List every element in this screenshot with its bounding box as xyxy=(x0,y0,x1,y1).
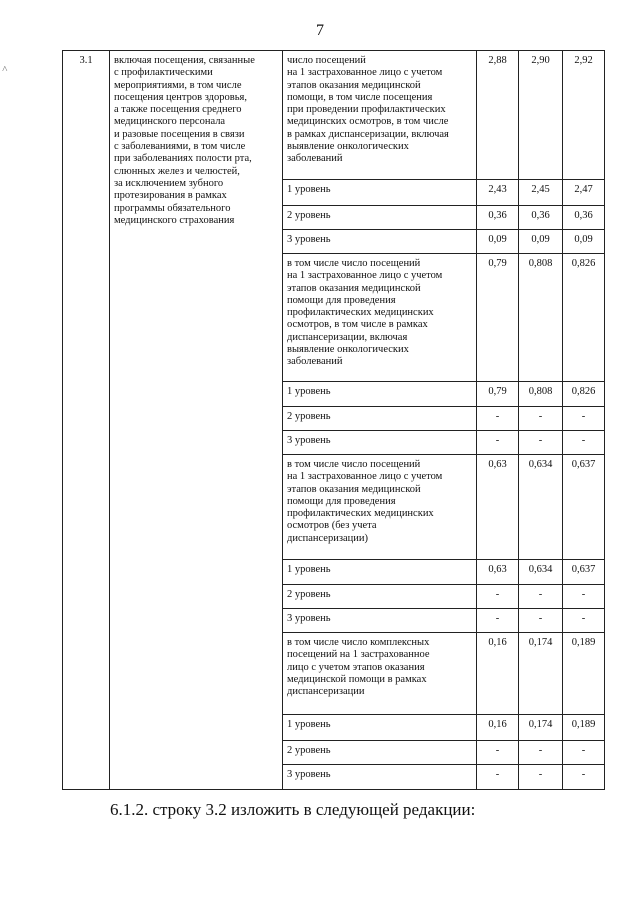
indicator-label: в том числе число посещений на 1 застрахованное лицо с учетом этапов оказания медицинской помощи для проведения профилактических медицинских осмотров, в том числе в рамках диспансеризации, включая выявление онкологических заболеваний xyxy=(283,254,477,382)
value-year-3: 0,09 xyxy=(563,230,605,254)
value-year-1: 2,88 xyxy=(477,51,519,180)
value-year-3: - xyxy=(563,741,605,765)
value-year-3: 0,637 xyxy=(563,560,605,585)
value-year-2: - xyxy=(519,609,563,633)
value-year-2: 0,808 xyxy=(519,254,563,382)
indicator-label: 2 уровень xyxy=(283,741,477,765)
table-row xyxy=(63,51,605,180)
row-description: включая посещения, связанные с профилактическими мероприятиями, в том числе посещения центров здоровья, а также посещения среднего медицинского персонала и разовые посещения в связи с заболеваниями, в том числе при заболеваниях полости рта, слюнных желез и челюстей, за исключением зубного протезирования в рамках программы обязательного медицинского страхования xyxy=(110,51,283,790)
value-year-3: 0,637 xyxy=(563,455,605,560)
value-year-2: 0,174 xyxy=(519,633,563,715)
value-year-3: - xyxy=(563,609,605,633)
indicator-label: 2 уровень xyxy=(283,206,477,230)
indicator-label: 1 уровень xyxy=(283,180,477,206)
value-year-2: 0,634 xyxy=(519,455,563,560)
value-year-1: - xyxy=(477,765,519,790)
value-year-1: 0,79 xyxy=(477,382,519,407)
page-number: 7 xyxy=(316,22,324,39)
indicator-label: 3 уровень xyxy=(283,765,477,790)
value-year-1: - xyxy=(477,431,519,455)
indicator-label: 1 уровень xyxy=(283,715,477,741)
value-year-2: - xyxy=(519,585,563,609)
value-year-2: 2,90 xyxy=(519,51,563,180)
value-year-1: 0,36 xyxy=(477,206,519,230)
value-year-3: - xyxy=(563,431,605,455)
row-number: 3.1 xyxy=(63,51,110,790)
value-year-3: - xyxy=(563,407,605,431)
value-year-1: - xyxy=(477,585,519,609)
value-year-2: - xyxy=(519,741,563,765)
indicator-label: 2 уровень xyxy=(283,585,477,609)
scan-margin-mark: ˄ xyxy=(2,64,8,75)
indicator-label: число посещений на 1 застрахованное лицо с учетом этапов оказания медицинской помощи, в том числе посещения при проведении профилактических медицинских осмотров, в том числе в рамках диспансеризации, включая выявление онкологических заболеваний xyxy=(283,51,477,180)
indicator-label: 3 уровень xyxy=(283,230,477,254)
value-year-3: 0,189 xyxy=(563,633,605,715)
value-year-2: 0,808 xyxy=(519,382,563,407)
value-year-3: - xyxy=(563,585,605,609)
indicator-label: 3 уровень xyxy=(283,609,477,633)
norms-table xyxy=(62,50,605,790)
value-year-1: 2,43 xyxy=(477,180,519,206)
value-year-1: - xyxy=(477,609,519,633)
value-year-2: 2,45 xyxy=(519,180,563,206)
value-year-2: - xyxy=(519,407,563,431)
value-year-2: 0,09 xyxy=(519,230,563,254)
value-year-3: 2,47 xyxy=(563,180,605,206)
value-year-3: 0,826 xyxy=(563,382,605,407)
value-year-2: - xyxy=(519,765,563,790)
value-year-3: 0,189 xyxy=(563,715,605,741)
value-year-1: - xyxy=(477,741,519,765)
value-year-1: 0,16 xyxy=(477,715,519,741)
value-year-2: 0,36 xyxy=(519,206,563,230)
value-year-3: 0,36 xyxy=(563,206,605,230)
value-year-3: - xyxy=(563,765,605,790)
value-year-3: 0,826 xyxy=(563,254,605,382)
value-year-2: - xyxy=(519,431,563,455)
value-year-1: 0,79 xyxy=(477,254,519,382)
indicator-label: в том числе число посещений на 1 застрахованное лицо с учетом этапов оказания медицинской помощи для проведения профилактических медицинских осмотров (без учета диспансеризации) xyxy=(283,455,477,560)
indicator-label: 1 уровень xyxy=(283,560,477,585)
indicator-label: 1 уровень xyxy=(283,382,477,407)
indicator-label: 2 уровень xyxy=(283,407,477,431)
indicator-label: 3 уровень xyxy=(283,431,477,455)
indicator-label: в том числе число комплексных посещений на 1 застрахованное лицо с учетом этапов оказания медицинской помощи в рамках диспансеризации xyxy=(283,633,477,715)
value-year-1: - xyxy=(477,407,519,431)
table-body xyxy=(63,51,605,790)
value-year-2: 0,634 xyxy=(519,560,563,585)
value-year-1: 0,63 xyxy=(477,455,519,560)
value-year-1: 0,16 xyxy=(477,633,519,715)
value-year-3: 2,92 xyxy=(563,51,605,180)
value-year-2: 0,174 xyxy=(519,715,563,741)
value-year-1: 0,09 xyxy=(477,230,519,254)
value-year-1: 0,63 xyxy=(477,560,519,585)
instruction-text: 6.1.2. строку 3.2 изложить в следующей редакции: xyxy=(110,800,476,819)
